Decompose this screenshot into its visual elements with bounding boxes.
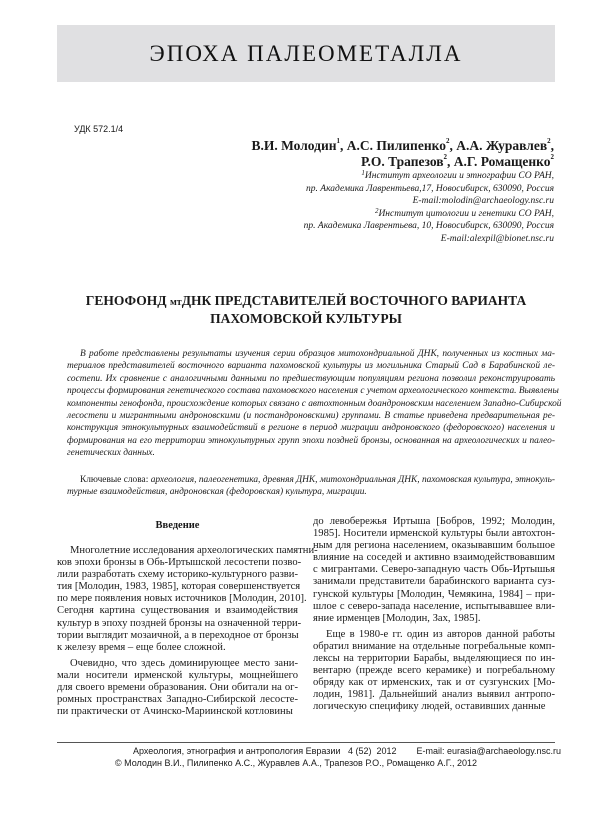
article-title — [57, 293, 555, 327]
email[interactable]: E-mail:alexpil@bionet.nsc.ru — [440, 233, 554, 244]
text-line: состепи. Их сравнение с аналогичными данными по предшествующим популяциям региона позволил реконструировать — [67, 373, 555, 384]
section-heading: Введение — [155, 520, 200, 531]
author: Р.О. Трапезов — [360, 154, 444, 169]
text-line: Сегодня картина существования и взаимодействия — [57, 605, 298, 617]
title-text: мт — [169, 297, 182, 308]
text-line: 1985]. Носители ирменской культуры были автохтон- — [313, 528, 555, 540]
text-line: к железу время – еще более сложной. — [57, 641, 226, 653]
copyright: © Молодин В.И., Пилипенко А.С., Журавлев А.А., Трапезов Р.О., Ромащенко А.Г., 2012 — [115, 758, 478, 768]
author: А.Г. Ромащенко — [453, 154, 551, 169]
author-affiliation-mark: 2 — [445, 137, 450, 145]
keywords-text: турные взаимодействия, андроновская (федоровская) культура, миграции. — [67, 487, 367, 498]
keywords — [67, 474, 555, 499]
affiliation-mark: 2 — [374, 206, 379, 215]
authors-line-2: Р.О. Трапезов$^2$, А.Г. Ромащенко$^2$ — [360, 153, 554, 169]
text-line: гунской культуры [Молодин, Чемякина, 1984] – при- — [313, 588, 555, 600]
text-line: для своего времени образования. Они обитали на ог- — [57, 682, 298, 694]
text-line: обряду как от ирменских, так и от сузгунских [Мо- — [313, 677, 555, 689]
authors-block — [251, 138, 554, 246]
text-line: Еще в 1980-е гг. один из авторов данной работы — [326, 628, 555, 640]
text-line: пи практически от Ачинско-Мариинской котловины — [57, 706, 293, 718]
udc-code: УДК 572.1/4 — [74, 124, 124, 134]
text-line: компоненты генофонда, происхождение которых связано с автохтонным доандроновским населением Западно-Сибирской — [67, 398, 562, 409]
footer — [57, 745, 562, 769]
author: А.С. Пилипенко — [346, 138, 446, 153]
text-line: лесостепи и мигрантными андроновскими (и постандроновскими) группами. В статье приведена предварительная ре- — [67, 411, 555, 422]
text-line: ным для региона населением, оказывавшим большое — [313, 540, 555, 552]
text-line: Многолетние исследования археологических памятни- — [70, 545, 318, 556]
text-line: ромных пространствах Западно-Сибирской лесосте- — [57, 694, 298, 706]
section-banner — [57, 25, 555, 82]
text-line: яние ирменцев [Молодин, Зах, 1985]. — [313, 612, 481, 624]
paragraph — [313, 516, 555, 625]
author-affiliation-mark: 1 — [336, 137, 341, 145]
text-line: с мигрантами. Северо-западную часть Обь-Иртышья — [313, 564, 555, 576]
author-affiliation-mark: 2 — [443, 153, 448, 161]
text-line: влияние на соседей и активно взаимодействовавшим — [313, 552, 555, 564]
footer-divider — [57, 742, 555, 743]
text-line: мали носители ирменской культуры, мощнейшего — [57, 669, 298, 681]
text-line: Очевидно, что здесь доминирующее место зани- — [70, 657, 298, 669]
text-line: шлое с северо-запада население, испытывавшее вли- — [313, 600, 555, 612]
institution: Институт археологии и этнографии СО РАН, — [364, 171, 554, 181]
text-line: тия [Молодин, 1983, 1985], которая совершенствуется — [57, 581, 301, 593]
text-line: тории выглядит мозаичной, а в переходное от бронзы — [57, 629, 299, 641]
address: пр. Академика Лаврентьева, 10, Новосибирск, 630090, Россия — [303, 221, 554, 232]
author: А.А. Журавлев — [456, 138, 548, 153]
institution: Институт цитологии и генетики СО РАН, — [378, 208, 554, 219]
text-line: занимали представители барабинского варианта суз- — [313, 576, 555, 588]
right-column — [313, 516, 555, 714]
author-affiliation-mark: 2 — [547, 137, 551, 145]
text-line: ков эпохи бронзы в Обь-Иртышской лесостепи позво- — [57, 557, 302, 569]
paragraph — [313, 629, 555, 714]
text-line: по мере появления новых источников [Молодин, 2010]. — [57, 593, 307, 605]
text-line: генетических данных. — [67, 448, 155, 459]
text-line: обратил внимание на отдельные погребальные комп- — [313, 640, 555, 652]
text-line: В работе представлены результаты изучения серии образцов митохондриальной ДНК, полученных из костных ма- — [80, 349, 555, 359]
affiliation-1 — [251, 170, 554, 208]
author-affiliation-mark: 2 — [550, 153, 554, 161]
text-line: формирования на его территории этнокультурных групп эпохи поздней бронзы, основанная на археологических и палео- — [67, 435, 555, 446]
left-column — [57, 545, 318, 718]
author: В.И. Молодин — [251, 138, 337, 153]
email[interactable]: E-mail:molodin@archaeology.nsc.ru — [412, 196, 554, 207]
text-line: процессы формирования генетического состава пахомовского населения с учетом археологического контекста. Выявлены — [67, 386, 559, 397]
paragraph — [57, 658, 298, 718]
authors-line-1: В.И. Молодин$^1$, А.С. Пилипенко$^2$, А.А. Журавлев$^2$, — [251, 137, 554, 153]
title-text: ГЕНОФОНД — [85, 293, 170, 308]
text-line: лодин, 1981]. Дальнейший анализ выявил антропо- — [313, 689, 555, 701]
keywords-text: археология, палеогенетика, древняя ДНК, митохондриальная ДНК, пахомовская культура, этнокуль- — [150, 475, 556, 485]
journal-info: Археология, этнография и антропология Евразии 4 (52) 2012 E-mail: eurasia@archaeology.nsc.ru — [133, 746, 562, 756]
section-title: ЭПОХА ПАЛЕОМЕТАЛЛА — [149, 40, 463, 66]
title-text: ПАХОМОВСКОЙ КУЛЬТУРЫ — [210, 311, 402, 326]
text-line: культур в эпоху поздней бронзы на означенной терри- — [57, 617, 302, 629]
text-line: до левобережья Иртыша [Бобров, 1992; Молодин, — [313, 516, 555, 527]
text-line: териалов представителей восточного варианта пахомовской культуры из могильника Старый Сад в Барабинской ле- — [67, 361, 555, 372]
text-line: лексы на территории Барабы, выделяющиеся по ин- — [313, 653, 555, 665]
paragraph — [57, 545, 318, 654]
title-text: ДНК ПРЕДСТАВИТЕЛЕЙ ВОСТОЧНОГО ВАРИАНТА — [181, 293, 527, 308]
text-line: лили разработать схему историко-культурного разви- — [57, 569, 298, 581]
affiliation-mark: 1 — [361, 169, 365, 177]
text-line: логическую специфику людей, оставивших данные — [313, 701, 546, 713]
abstract — [67, 348, 562, 460]
affiliation-2 — [251, 208, 554, 246]
text-line: конструкция этнокультурных взаимодействий в регионе в период миграции андроновского (федоровского) населения и — [67, 423, 555, 434]
address: пр. Академика Лаврентьева,17, Новосибирск, 630090, Россия — [306, 183, 554, 194]
keywords-label: Ключевые слова: — [80, 475, 151, 485]
text-line: вентарю (прежде всего керамике) и погребальному — [313, 665, 555, 677]
